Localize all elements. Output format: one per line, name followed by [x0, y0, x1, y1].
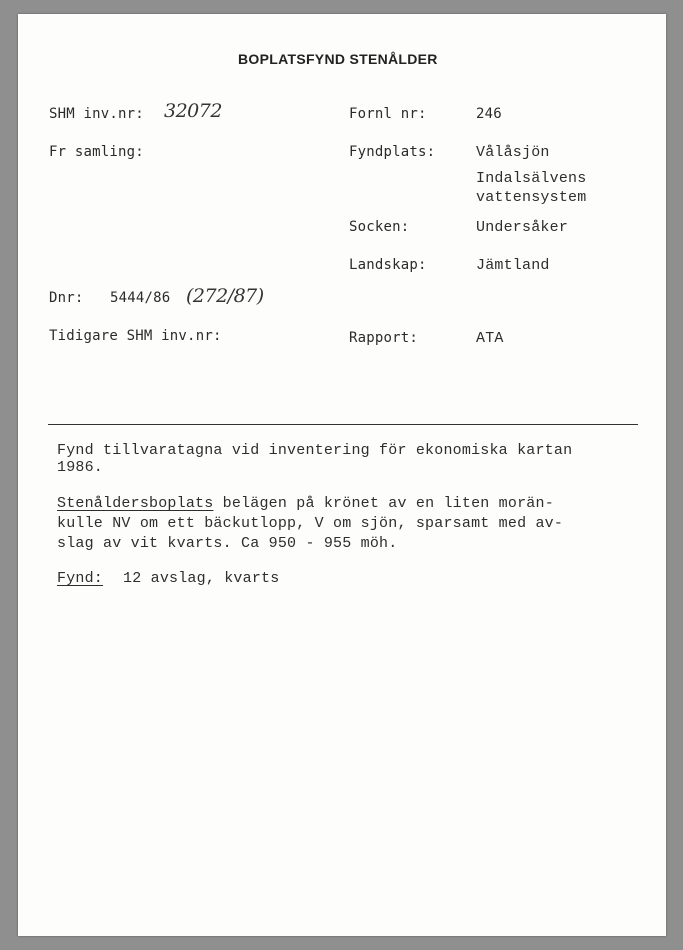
- dnr-handwritten: (272/87): [186, 285, 264, 307]
- shm-inv-label: SHM inv.nr:: [49, 106, 144, 122]
- fyndplats-label: Fyndplats:: [349, 144, 436, 160]
- fornl-label: Fornl nr:: [349, 106, 427, 122]
- dnr-value: 5444/86: [110, 290, 171, 306]
- desc-p1-line2: 1986.: [57, 459, 104, 476]
- rapport-value: ATA: [476, 330, 504, 347]
- rapport-label: Rapport:: [349, 330, 419, 346]
- divider-line: [48, 424, 638, 425]
- card-title: BOPLATSFYND STENÅLDER: [238, 51, 438, 67]
- shm-inv-value: 32072: [164, 100, 222, 122]
- fyndplats-value-1: Vålåsjön: [476, 144, 550, 161]
- desc-p2-line1-rest: belägen på krönet av en liten morän-: [213, 495, 554, 512]
- dnr-label: Dnr:: [49, 290, 84, 306]
- landskap-label: Landskap:: [349, 257, 427, 273]
- catalog-card: [18, 14, 666, 936]
- fyndplats-value-3: vattensystem: [476, 189, 587, 206]
- desc-p2-line2: kulle NV om ett bäckutlopp, V om sjön, sparsamt med av-: [57, 515, 564, 532]
- site-type-underlined: Stenåldersboplats: [57, 495, 214, 512]
- fynd-label: Fynd:: [57, 570, 104, 587]
- fyndplats-value-2: Indalsälvens: [476, 170, 587, 187]
- fornl-value: 246: [476, 106, 502, 122]
- desc-p1-line1: Fynd tillvaratagna vid inventering för ekonomiska kartan: [57, 442, 573, 459]
- tidigare-label: Tidigare SHM inv.nr:: [49, 328, 222, 344]
- fr-samling-label: Fr samling:: [49, 144, 144, 160]
- fynd-line: [57, 570, 279, 587]
- desc-p2-line3: slag av vit kvarts. Ca 950 - 955 möh.: [57, 535, 398, 552]
- socken-label: Socken:: [349, 219, 410, 235]
- desc-p2-line1: [57, 495, 554, 512]
- landskap-value: Jämtland: [476, 257, 550, 274]
- fynd-value: 12 avslag, kvarts: [123, 570, 280, 587]
- socken-value: Undersåker: [476, 219, 569, 236]
